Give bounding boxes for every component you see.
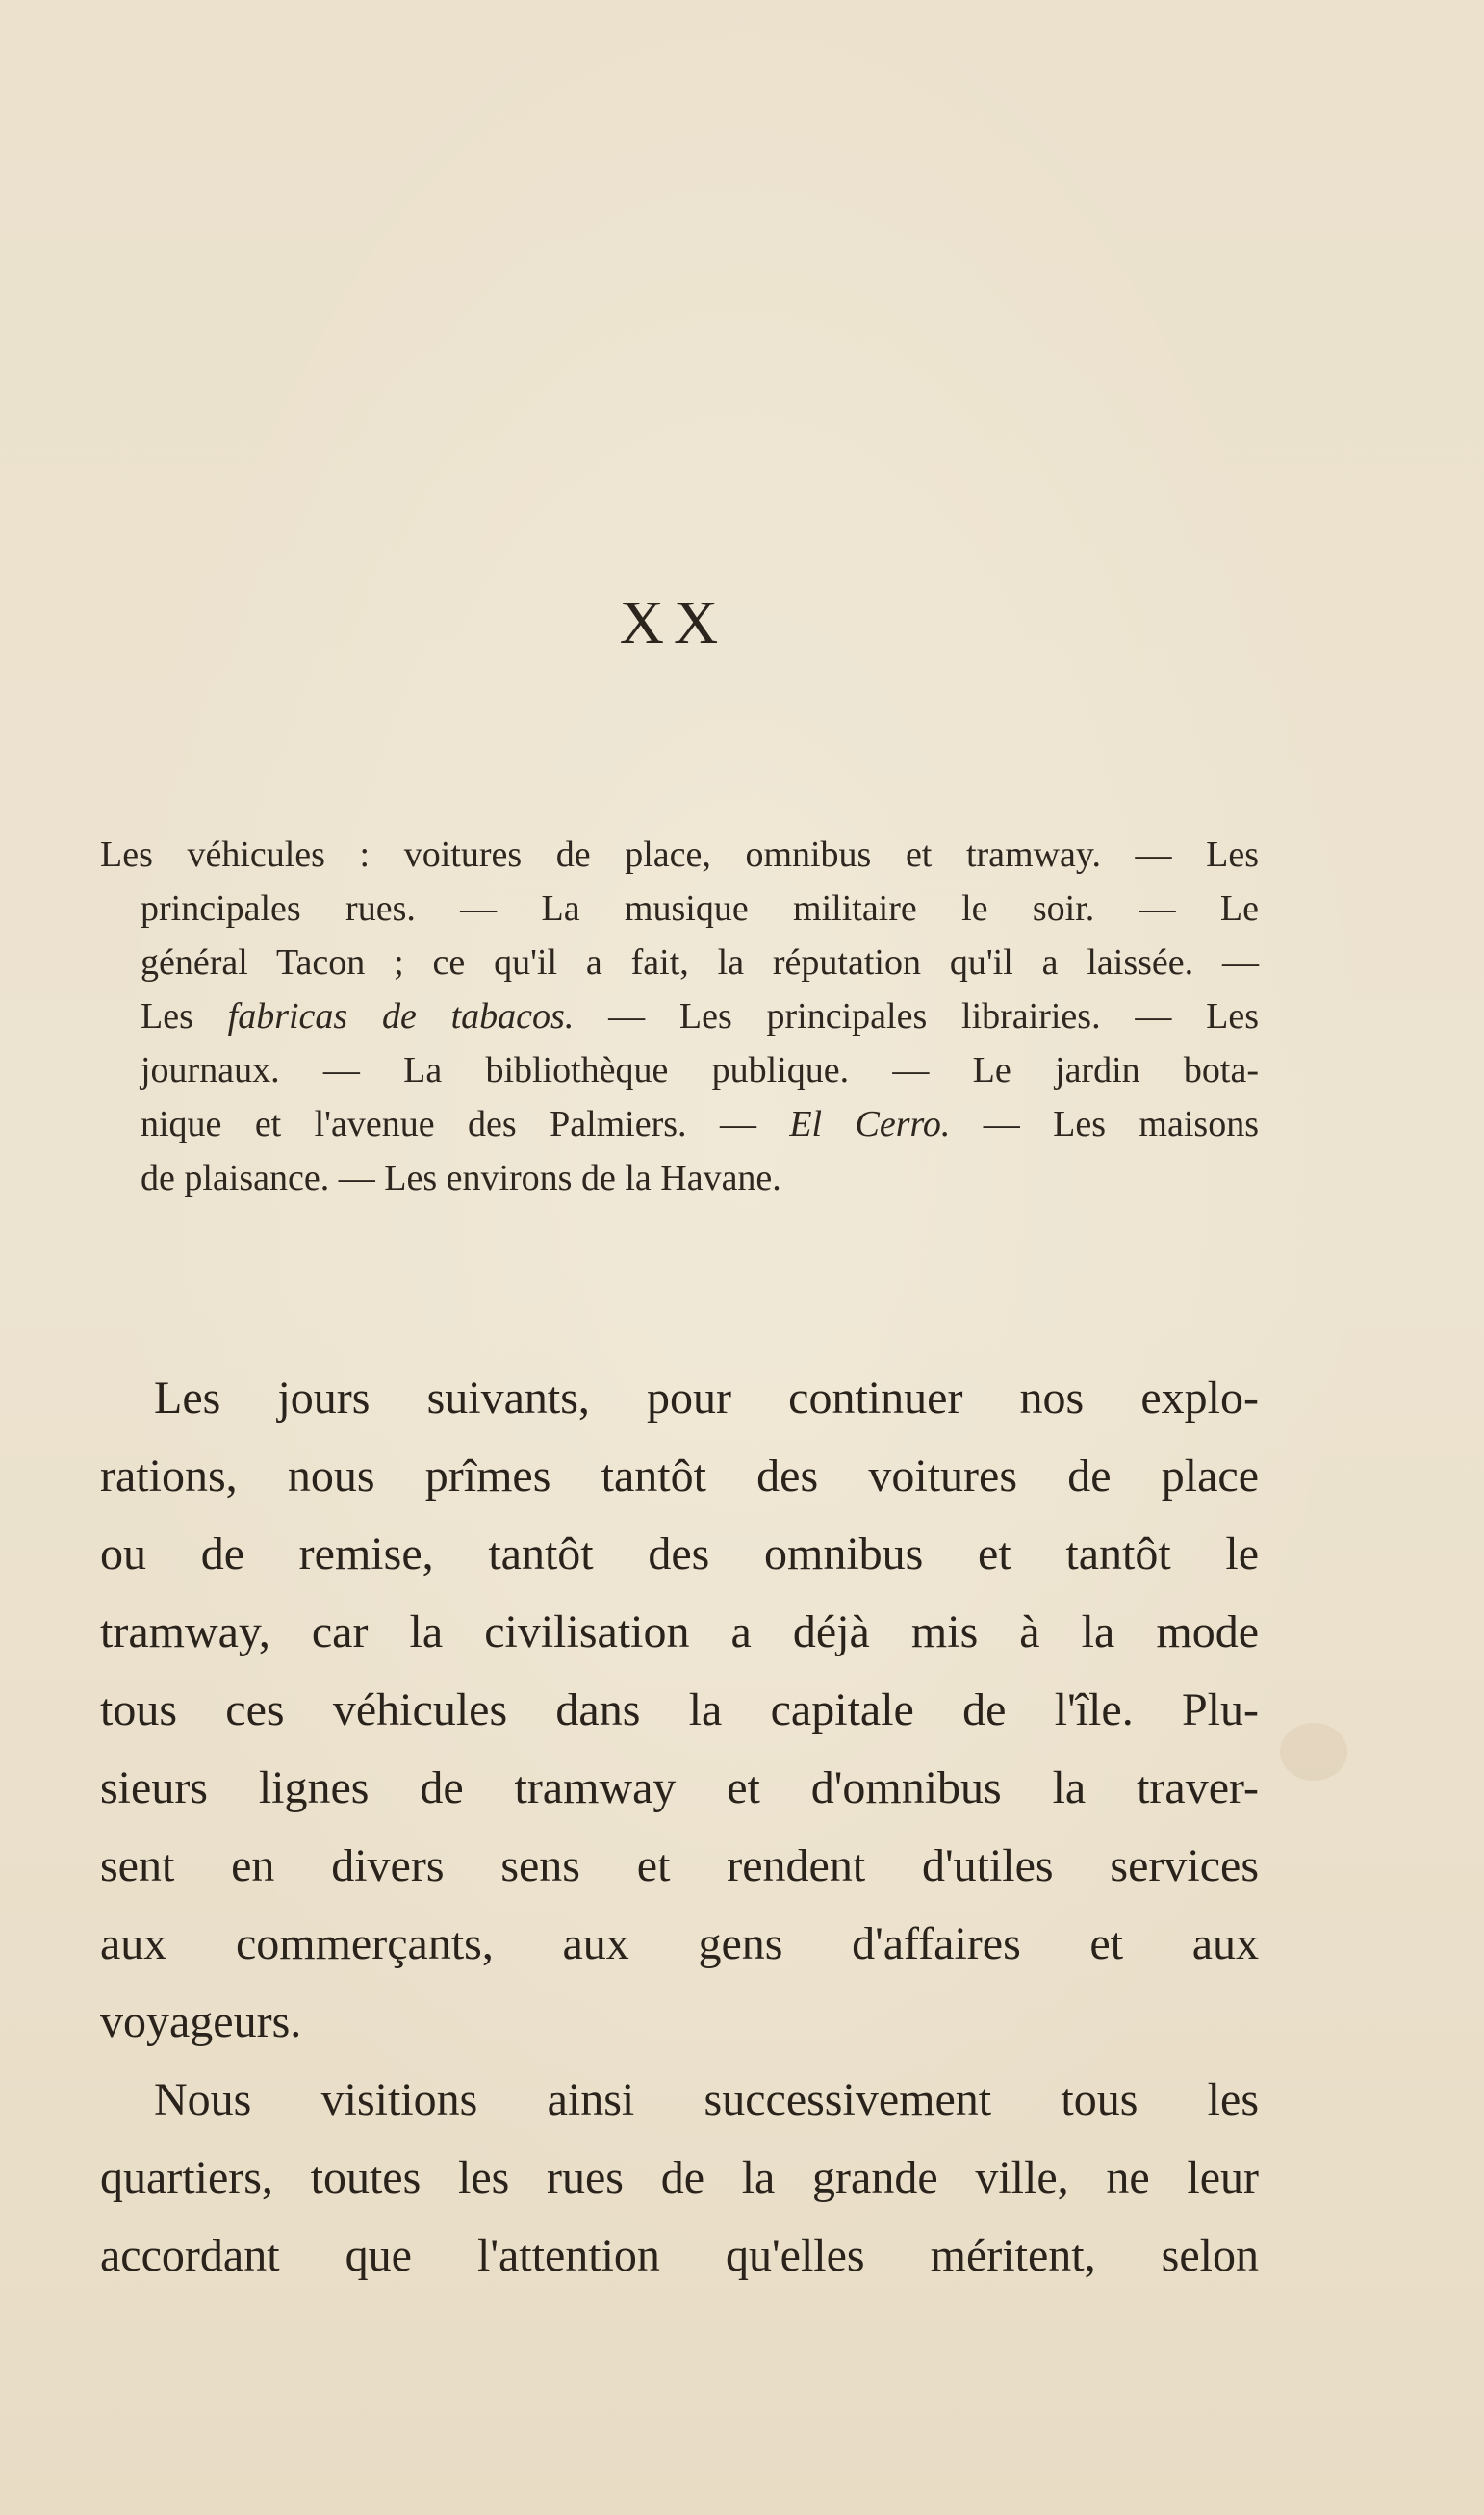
chapter-number: XX: [619, 588, 729, 656]
summary-text: nique et l'avenue des Palmiers. —: [141, 1104, 790, 1144]
body-line: voyageurs.: [100, 1996, 302, 2047]
body-line: sent en divers sens et rendent d'utiles services: [100, 1840, 1259, 1891]
summary-italic-text: El Cerro.: [789, 1104, 951, 1144]
summary-line: [100, 1097, 1259, 1151]
body-line: quartiers, toutes les rues de la grande ville, ne leur: [100, 2152, 1259, 2203]
summary-italic-text: fabricas de tabacos.: [227, 996, 575, 1037]
body-line: Nous visitions ainsi successivement tous les: [154, 2074, 1259, 2125]
body-line: rations, nous prîmes tantôt des voitures de place: [100, 1450, 1259, 1501]
body-line: tous ces véhicules dans la capitale de l'île. Plu-: [100, 1684, 1259, 1735]
body-line: aux commerçants, aux gens d'affaires et aux: [100, 1918, 1259, 1969]
summary-line: journaux. — La bibliothèque publique. — Le jardin bota-: [141, 1050, 1259, 1091]
body-text: [100, 1359, 1259, 2295]
summary-line: Les véhicules : voitures de place, omnibus et tramway. — Les: [100, 834, 1259, 875]
summary-line: [100, 989, 1259, 1043]
body-line: tramway, car la civilisation a déjà mis à la mode: [100, 1606, 1259, 1657]
summary-line: de plaisance. — Les environs de la Havane.: [141, 1158, 781, 1198]
summary-line: principales rues. — La musique militaire le soir. — Le: [141, 888, 1259, 929]
summary-line: général Tacon ; ce qu'il a fait, la réputation qu'il a laissée. —: [141, 942, 1259, 983]
summary-text: Les: [141, 996, 228, 1037]
paper-stain: [1280, 1723, 1347, 1781]
body-line: accordant que l'attention qu'elles méritent, selon: [100, 2230, 1259, 2281]
summary-text: — Les maisons: [950, 1104, 1259, 1144]
chapter-summary: [100, 828, 1259, 1205]
body-line: Les jours suivants, pour continuer nos explo-: [154, 1373, 1259, 1424]
body-line: ou de remise, tantôt des omnibus et tantôt le: [100, 1528, 1259, 1579]
summary-text: — Les principales librairies. — Les: [574, 996, 1259, 1037]
body-line: sieurs lignes de tramway et d'omnibus la traver-: [100, 1762, 1259, 1813]
